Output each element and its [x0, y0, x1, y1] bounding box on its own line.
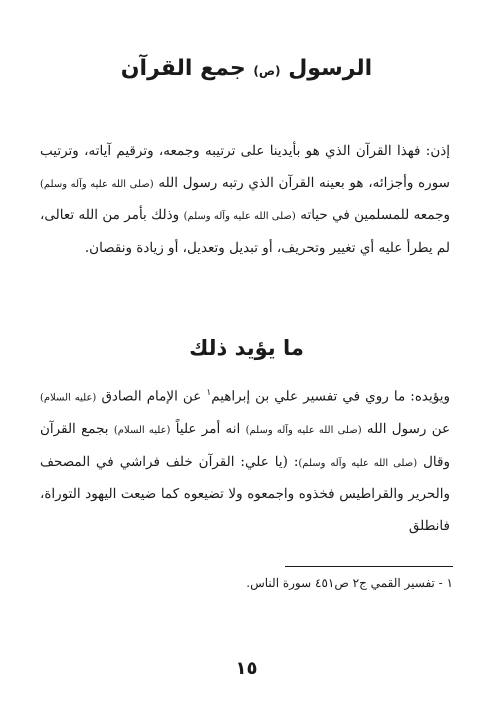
paragraph-intro	[40, 136, 450, 264]
page-number: ١٥	[235, 658, 258, 679]
chapter-title-main: الرسول	[288, 56, 373, 81]
paragraph-narration	[40, 378, 450, 542]
footnote: ١ - تفسير القمي ج٢ ص٤٥١ سورة الناس.	[246, 576, 453, 590]
paragraph-narration-text-2: عن الإمام الصادق	[101, 388, 202, 405]
chapter-title	[0, 56, 493, 81]
paragraph-narration-text-6: : (يا علي: القرآن خلف فراشي في المصحف والحرير والقراطيس فخذوه واجمعوه ولا تضيعوه كما ضيعت اليهود التوراة، فانطلق	[40, 453, 450, 534]
paragraph-narration-text-3: عن رسول الله	[366, 421, 451, 437]
salutation-phrase: (صلى الله عليه وآله وسلم)	[183, 211, 296, 222]
salutation-phrase: (صلى الله عليه وآله وسلم)	[245, 425, 362, 436]
salutation-phrase: (عليه السلام)	[40, 392, 97, 404]
salutation-phrase: (صلى الله عليه وآله وسلم)	[40, 178, 154, 190]
section-heading: ما يؤيد ذلك	[189, 336, 304, 360]
footnote-marker: ١	[206, 388, 212, 398]
paragraph-narration-text-4: انه أمر علياً	[175, 421, 241, 437]
paragraph-intro-text-1: إذن: فهذا القرآن الذي هو بأيدينا على ترتيبه وجمعه، وترقيم آياته، وترتيب سوره وأجزائه، هو بعينه القرآن الذي رتبه رسول الله	[40, 143, 450, 191]
paragraph-intro-text-2: وجمعه للمسلمين في حياته	[300, 207, 450, 223]
chapter-title-rest: جمع القرآن	[120, 56, 246, 81]
salutation-phrase: (صلى الله عليه وآله وسلم)	[298, 457, 418, 469]
paragraph-narration-text-1: ويؤيده: ما روي في تفسير علي بن إبراهيم	[211, 388, 451, 405]
salutation-phrase: (عليه السلام)	[113, 425, 171, 436]
paragraph-narration-text-5: بجمع القرآن وقال	[40, 421, 450, 470]
chapter-title-salutation: (ص)	[253, 64, 281, 78]
footnote-divider	[285, 566, 453, 567]
paragraph-intro-text-3: وذلك بأمر من الله تعالى، لم يطرأ عليه أي تغيير وتحريف، أو تبديل وتعديل، أو زيادة ونقصان.	[40, 207, 450, 256]
